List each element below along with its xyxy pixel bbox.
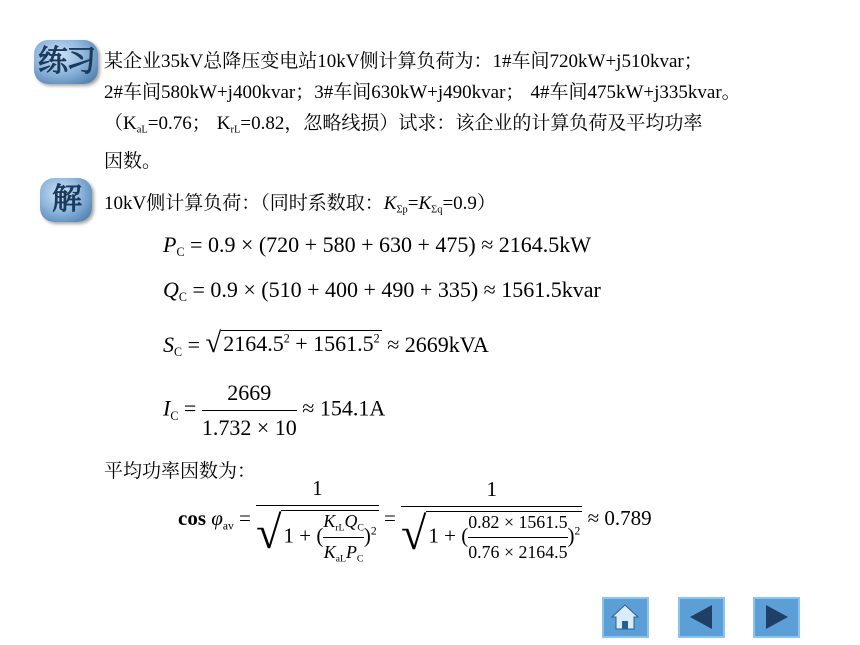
exercise-line-4: 因数。 <box>104 149 162 172</box>
fraction-numeric: 1 √ 1 + ( $\frac{0.82 \times 1561.5}{0.76 \times 2164.5}$ )$^2$ <box>401 477 581 563</box>
exercise-line-1: 某企业35kV总降压变电站10kV侧计算负荷为：1#车间720kW+j510kvar； <box>104 50 703 72</box>
solution-badge: 解 <box>40 178 92 222</box>
exercise-line-3: （$K_{aL}=0.76$； $K_{rL}=0.82$，忽略线损）试求：该企业的计算负荷及平均功率 <box>104 112 703 136</box>
arrow-left-icon <box>680 599 723 636</box>
home-icon <box>604 599 647 636</box>
equation-qc: $Q_C = 0.9 \times (510 + 400 + 490 + 335)$ ≈ 1561.5kvar <box>163 277 601 305</box>
solution-intro: 10kV侧计算负荷：（同时系数取：$K_{\Sigma p}=K_{\Sigma q}=0.9$） <box>104 192 496 216</box>
equation-cos: $\cos \varphi_{av}$ = 1 √ 1 + ( $\frac{K_{rL}Q_C}{K_{aL}P_C}$ )$^2$ = 1 √ 1 + ( $\frac{0.82 \times 1561.5}{0.76 \times 2164.5}$ )$^2$ ≈ 0.789 <box>178 476 652 565</box>
equation-pc: $P_C = 0.9 \times (720 + 580 + 630 + 475) \approx 2164.5kW$ <box>163 232 592 260</box>
arrow-right-icon <box>755 599 798 636</box>
next-button[interactable] <box>753 597 800 638</box>
fraction-symbolic: 1 √ 1 + ( $\frac{K_{rL}Q_C}{K_{aL}P_C}$ )$^2$ <box>256 476 377 565</box>
exercise-line-2: 2#车间580kW+j400kvar；3#车间630kW+j490kvar； 4#车间475kW+j335kvar。 <box>104 81 741 103</box>
equation-sc: $S_C$ = √ $2164.5^2 + 1561.5^2$ ≈ 2669kVA <box>163 328 489 360</box>
fraction: $\frac{2669}{1.732 \times 10}$ <box>201 380 297 440</box>
exercise-text <box>104 46 844 176</box>
previous-button[interactable] <box>678 597 725 638</box>
home-button[interactable] <box>602 597 649 638</box>
avg-power-factor-label: 平均功率因数为： <box>104 460 257 482</box>
exercise-badge: 练习 <box>34 40 98 84</box>
equation-ic: $I_C$ = $\frac{2669}{1.732 \times 10}$ ≈ 154.1A <box>163 380 386 440</box>
sqrt-symbol: √ $2164.5^2 + 1561.5^2$ <box>205 328 380 359</box>
